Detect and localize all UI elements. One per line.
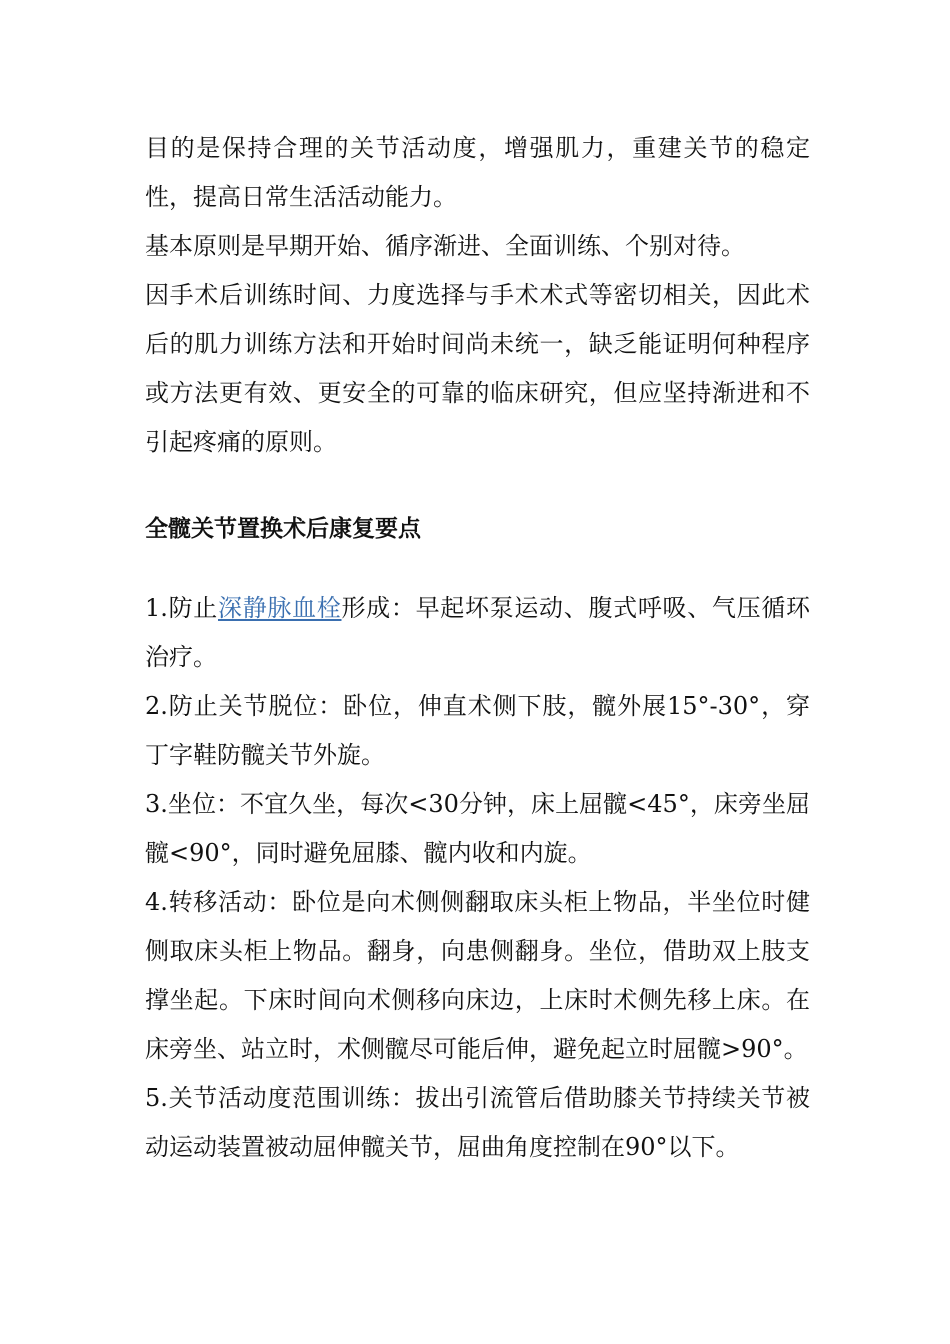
list-item-4: 4.转移活动：卧位是向术侧侧翻取床头柜上物品，半坐位时健侧取床头柜上物品。翻身，向患侧翻身。坐位，借助双上肢支撑坐起。下床时间向术侧移向床边，上床时术侧先移上床。在床旁坐、站立时，术侧髋尽可能后伸，避免起立时屈髋>90°。	[145, 888, 810, 1063]
intro-paragraph-goal: 目的是保持合理的关节活动度，增强肌力，重建关节的稳定性，提高日常生活活动能力。	[145, 134, 810, 211]
intro-paragraph-principle: 基本原则是早期开始、循序渐进、全面训练、个别对待。	[145, 232, 745, 260]
section-title: 全髋关节置换术后康复要点	[145, 516, 421, 542]
list-item-5: 5.关节活动度范围训练：拔出引流管后借助膝关节持续关节被动运动装置被动屈伸髋关节，屈曲角度控制在90°以下。	[145, 1084, 810, 1161]
list-item-2: 2.防止关节脱位：卧位，伸直术侧下肢，髋外展15°-30°，穿丁字鞋防髋关节外旋。	[145, 692, 810, 769]
list-item-1-suffix: 形成：早起坏泵运动、腹式呼吸、气压循环治疗。	[145, 594, 811, 671]
list-item-3: 3.坐位：不宜久坐，每次<30分钟，床上屈髋<45°，床旁坐屈髋<90°，同时避免屈膝、髋内收和内旋。	[145, 790, 810, 867]
dvt-link[interactable]: 深静脉血栓	[218, 594, 342, 622]
intro-paragraph-note: 因手术后训练时间、力度选择与手术术式等密切相关，因此术后的肌力训练方法和开始时间尚未统一，缺乏能证明何种程序或方法更有效、更安全的可靠的临床研究，但应坚持渐进和不引起疼痛的原则。	[145, 281, 810, 456]
list-item-1	[145, 584, 810, 682]
document-page	[145, 124, 810, 1172]
list-item-1-prefix: 1.防止	[145, 594, 218, 622]
